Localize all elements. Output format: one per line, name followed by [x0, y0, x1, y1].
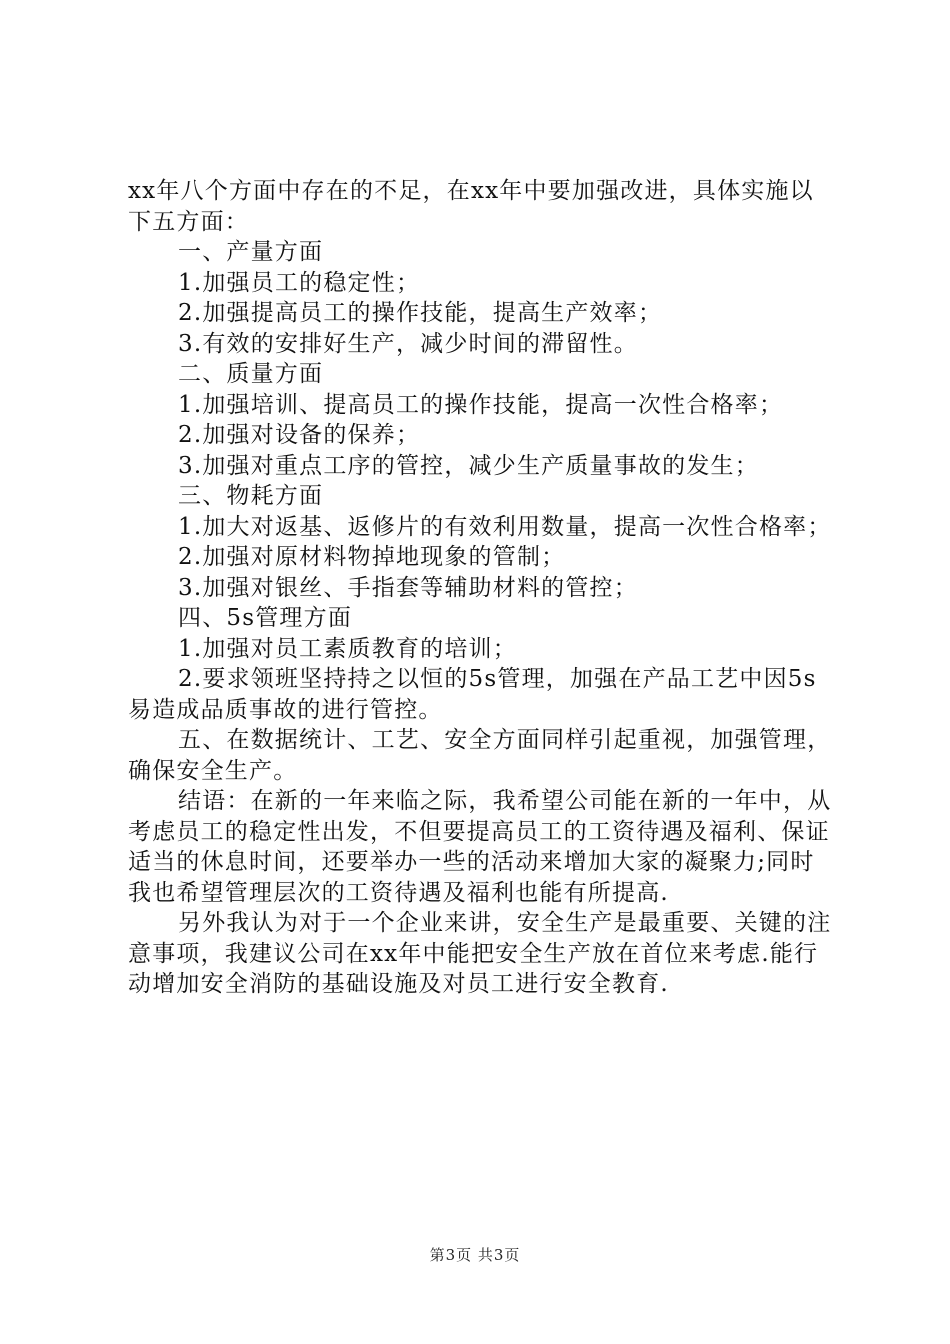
- list-item: 2.加强对设备的保养；: [178, 422, 421, 448]
- list-item: 1.加大对返基、返修片的有效利用数量，提高一次性合格率；: [178, 513, 832, 540]
- paragraph-conclusion: 结语：在新的一年来临之际，我希望公司能在新的一年中，从考虑员工的稳定性出发，不但要提高员工的工资待遇及福利、保证适当的休息时间，还要举办一些的活动来增加大家的凝聚力;同时我也希望管理层次的工资待遇及福利也能有所提高.: [128, 788, 832, 906]
- heading-output: 一、产量方面: [178, 239, 324, 265]
- document-body: [128, 176, 838, 1000]
- list-item: 1.加强培训、提高员工的操作技能，提高一次性合格率；: [178, 391, 784, 418]
- list-item: 2.要求领班坚持持之以恒的5s管理，加强在产品工艺中因5s易造成品质事故的进行管控。: [128, 666, 817, 723]
- list-item: 1.加强员工的稳定性；: [178, 269, 421, 296]
- heading-5s: 四、5s管理方面: [178, 605, 353, 631]
- list-item: 1.加强对员工素质教育的培训；: [178, 635, 517, 662]
- list-item: 3.加强对银丝、手指套等辅助材料的管控；: [178, 574, 638, 601]
- paragraph-intro: xx年八个方面中存在的不足，在xx年中要加强改进，具体实施以下五方面：: [128, 178, 814, 235]
- list-item: 2.加强对原材料物掉地现象的管制；: [178, 544, 566, 570]
- list-item: 3.有效的安排好生产，减少时间的滞留性。: [178, 330, 638, 357]
- page-footer: 第3页 共3页: [429, 1246, 521, 1264]
- heading-consumption: 三、物耗方面: [178, 483, 324, 509]
- list-item: 3.加强对重点工序的管控，减少生产质量事故的发生；: [178, 452, 759, 479]
- paragraph-safety: 另外我认为对于一个企业来讲，安全生产是最重要、关键的注意事项，我建议公司在xx年中能把安全生产放在首位来考虑.能行动增加安全消防的基础设施及对员工进行安全教育.: [128, 910, 832, 997]
- list-item: 2.加强提高员工的操作技能，提高生产效率；: [178, 300, 663, 326]
- heading-data-safety: 五、在数据统计、工艺、安全方面同样引起重视，加强管理，确保安全生产。: [128, 727, 832, 784]
- heading-quality: 二、质量方面: [178, 361, 324, 387]
